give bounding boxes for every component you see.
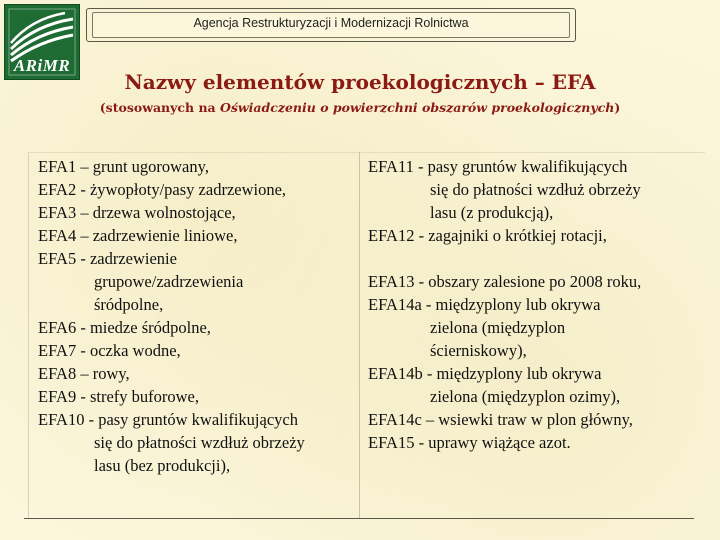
efa-item: EFA5 - zadrzewienie — [38, 249, 177, 268]
logo-text: ARiMR — [13, 56, 71, 75]
efa-item: EFA1 – grunt ugorowany, — [38, 157, 209, 176]
efa-item: EFA14a - międzyplony lub okrywa — [368, 295, 601, 314]
right-column — [368, 155, 641, 454]
slide-subtitle — [0, 100, 720, 115]
efa-item-continuation: ścierniskowy), — [430, 341, 527, 360]
efa-item: EFA13 - obszary zalesione po 2008 roku, — [368, 272, 642, 291]
efa-item-continuation: grupowe/zadrzewienia — [94, 272, 244, 291]
efa-item-continuation: zielona (międzyplon — [430, 318, 566, 337]
subtitle-after: ) — [614, 100, 621, 115]
efa-item: EFA12 - zagajniki o krótkiej rotacji, — [368, 226, 607, 245]
efa-item: EFA2 - żywopłoty/pasy zadrzewione, — [38, 180, 287, 199]
efa-item: EFA7 - oczka wodne, — [38, 341, 181, 360]
efa-item-continuation: lasu (bez produkcji), — [94, 456, 231, 475]
efa-item: EFA15 - uprawy wiążące azot. — [368, 433, 571, 452]
efa-item-continuation: się do płatności wzdłuż obrzeży — [430, 180, 641, 199]
efa-item: EFA14c – wsiewki traw w plon główny, — [368, 410, 633, 429]
efa-item: EFA9 - strefy buforowe, — [38, 387, 199, 406]
subtitle-before: (stosowanych na — [99, 100, 220, 115]
efa-item: EFA14b - międzyplony lub okrywa — [368, 364, 602, 383]
efa-item: EFA4 – zadrzewienie liniowe, — [38, 226, 238, 245]
arimr-logo — [4, 4, 80, 80]
spacer — [368, 247, 641, 270]
agency-name: Agencja Restrukturyzacji i Modernizacji Rolnictwa — [193, 16, 469, 30]
efa-item-continuation: lasu (z produkcją), — [430, 203, 554, 222]
left-column — [38, 155, 305, 477]
efa-item-continuation: zielona (międzyplon ozimy), — [430, 387, 621, 406]
efa-item: EFA10 - pasy gruntów kwalifikujących — [38, 410, 298, 429]
efa-item: EFA3 – drzewa wolnostojące, — [38, 203, 236, 222]
slide-title: Nazwy elementów proekologicznych – EFA — [124, 70, 596, 94]
efa-item: EFA11 - pasy gruntów kwalifikujących — [368, 157, 628, 176]
bottom-rule — [24, 518, 694, 519]
efa-item: EFA6 - miedze śródpolne, — [38, 318, 211, 337]
efa-item-continuation: się do płatności wzdłuż obrzeży — [94, 433, 305, 452]
subtitle-italic: Oświadczeniu o powierzchni obszarów proekologicznych — [220, 100, 615, 115]
column-divider — [359, 152, 360, 518]
efa-item-continuation: śródpolne, — [94, 295, 164, 314]
efa-item: EFA8 – rowy, — [38, 364, 130, 383]
